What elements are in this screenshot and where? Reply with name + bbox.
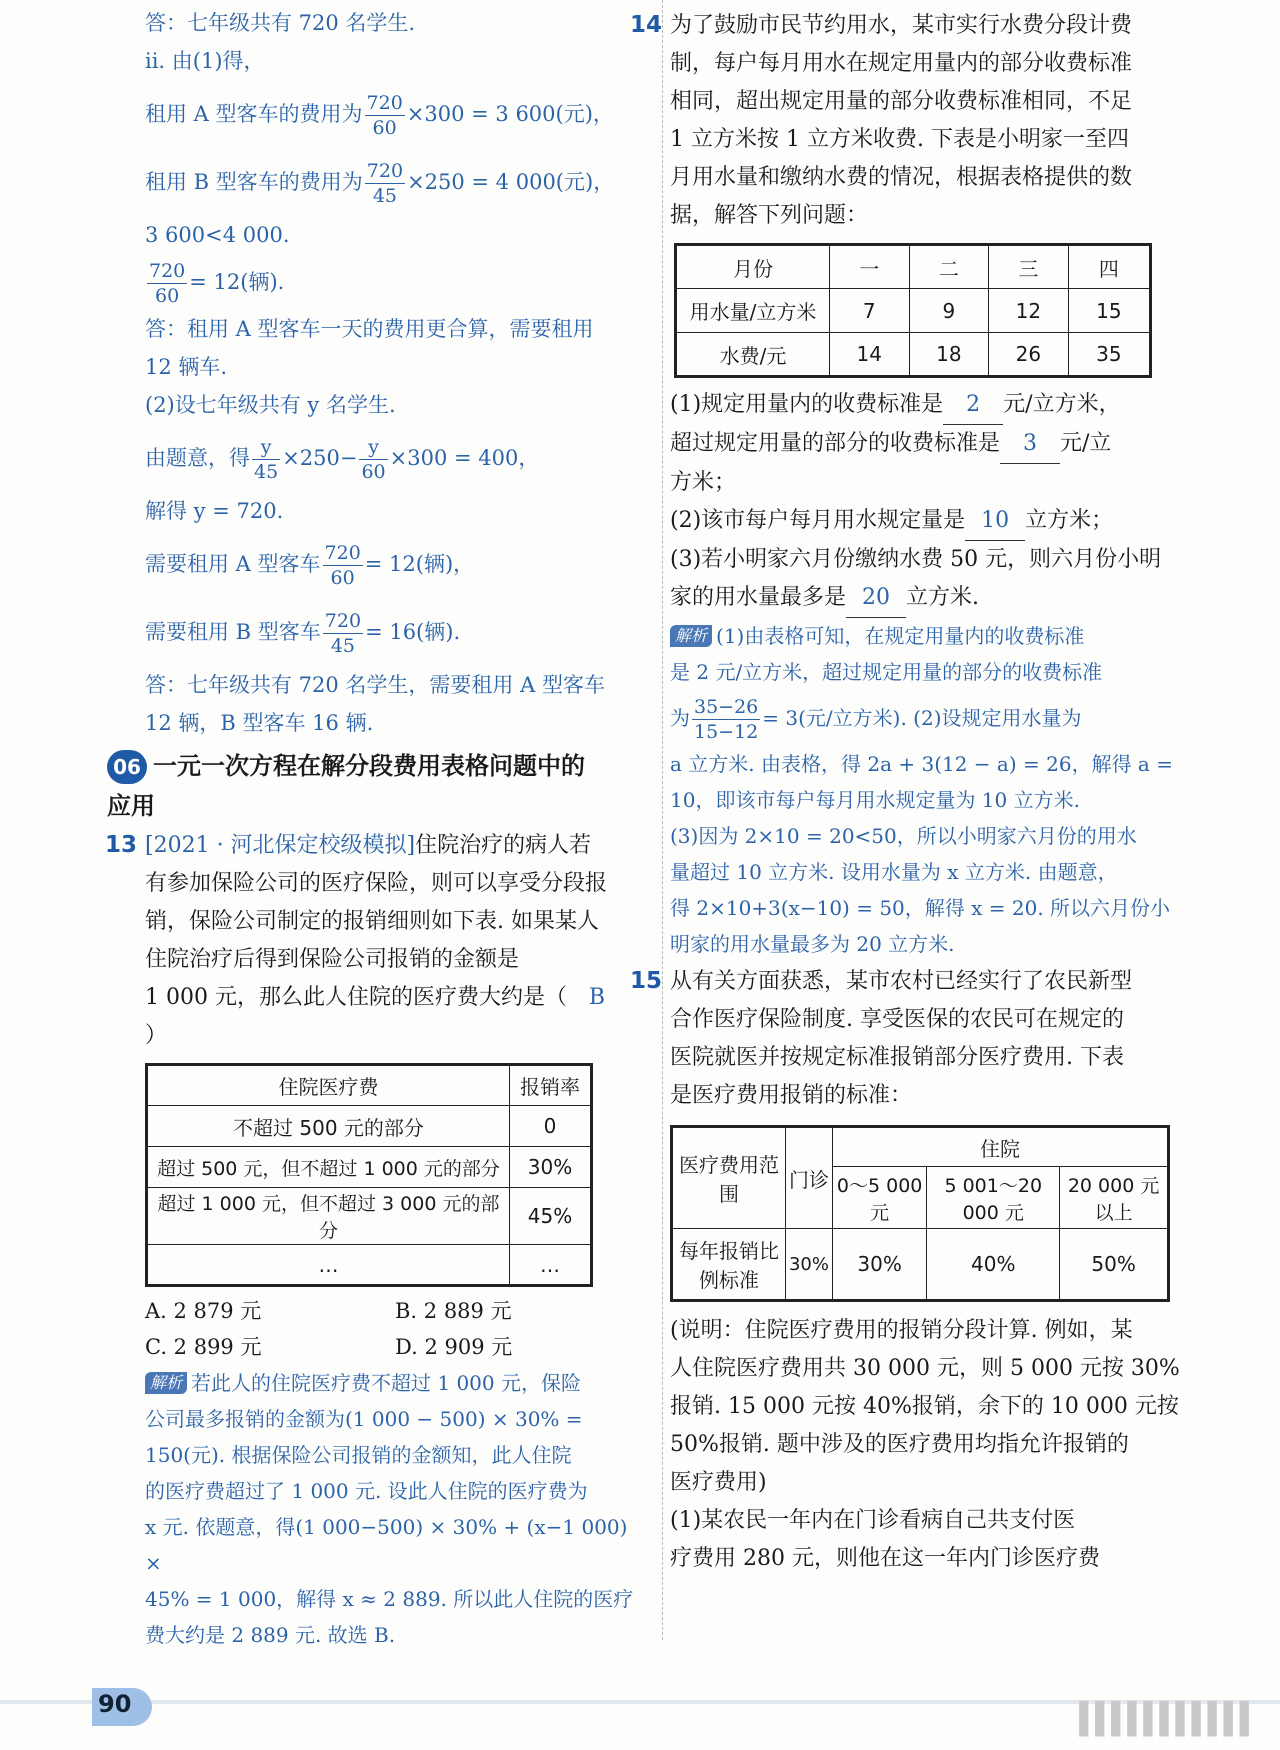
table-cell: …	[147, 1245, 510, 1286]
sub-question-2: (2)该市每户每月用水规定量是 10 立方米；	[670, 502, 1210, 541]
compare-line: 3 600<4 000.	[145, 223, 290, 247]
table-cell: 用水量/立方米	[676, 289, 830, 333]
answer-line: 答：租用 A 型客车一天的费用更合算，需要租用	[145, 317, 594, 341]
table-cell: …	[510, 1245, 592, 1286]
note-text: 50%报销. 题中涉及的医疗费用均指允许报销的	[670, 1432, 1129, 1457]
table-cell: 15	[1068, 289, 1150, 333]
question-text: 合作医疗保险制度. 享受医保的农民可在规定的	[670, 1007, 1124, 1032]
solution-text: 的医疗费超过了 1 000 元. 设此人住院的医疗费为	[145, 1479, 588, 1503]
table-cell: 30%	[786, 1229, 833, 1301]
table-header: 二	[909, 245, 989, 289]
question-number: 13	[105, 832, 138, 858]
note-text: 报销. 15 000 元按 40%报销，余下的 10 000 元按	[670, 1394, 1179, 1419]
note-text: 人住院医疗费用共 30 000 元，则 5 000 元按 30%	[670, 1356, 1180, 1381]
question-text: 医院就医并按规定标准报销部分医疗费用. 下表	[670, 1045, 1124, 1070]
bus-b-line: 需要租用 B 型客车 $\frac{720}{45}$ = 16(辆).	[145, 610, 461, 657]
question-14: 14 为了鼓励市民节约用水，某市实行水费分段计费	[670, 6, 1210, 45]
table-header: 报销率	[510, 1065, 592, 1106]
question-text: (1)某农民一年内在门诊看病自己共支付医	[670, 1508, 1076, 1533]
option-c: C. 2 899 元	[145, 1335, 262, 1359]
solution-text: a 立方米. 由表格，得 2a + 3(12 − a) = 26，解得 a =	[670, 752, 1173, 776]
page-number: 90	[98, 1690, 132, 1718]
table-cell: 26	[989, 333, 1069, 377]
section-heading: 06 一元一次方程在解分段费用表格问题中的	[145, 746, 645, 786]
solution-text: x 元. 依题意，得(1 000−500) × 30% + (x−1 000) ×	[145, 1515, 628, 1575]
equation-line: 由题意，得 $\frac{y}{45}$ ×250− $\frac{y}{60}$ ×300 = 400，	[145, 436, 540, 483]
sub-question-3: 家的用水量最多是 20 立方米.	[670, 579, 1210, 618]
cost-b-line: 租用 B 型客车的费用为 $\frac{720}{45}$ ×250 = 4 000(元)，	[145, 160, 615, 207]
answer-choice: B	[588, 985, 606, 1010]
table-cell: 水费/元	[676, 333, 830, 377]
question-text: 相同，超出规定用量的部分收费标准相同，不足	[670, 89, 1133, 114]
table-cell: 超过 1 000 元，但不超过 3 000 元的部分	[147, 1188, 510, 1245]
table-header: 三	[989, 245, 1069, 289]
option-b: B. 2 889 元	[395, 1299, 512, 1323]
solution-text: 费大约是 2 889 元. 故选 B.	[145, 1623, 396, 1647]
table-cell: 14	[830, 333, 910, 377]
reimbursement-table	[145, 1063, 593, 1287]
table-header: 0～5 000 元	[833, 1167, 927, 1229]
question-text: 疗费用 280 元，则他在这一年内门诊医疗费	[670, 1546, 1100, 1571]
page-number-badge	[92, 1688, 152, 1726]
right-column	[630, 6, 1210, 1578]
solution-text: 公司最多报销的金额为(1 000 − 500) × 30% =	[145, 1407, 583, 1431]
question-text: 制，每户每月用水在规定用量内的部分收费标准	[670, 51, 1133, 76]
question-13: 13 [2021 · 河北保定校级模拟]住院治疗的病人若	[145, 826, 645, 865]
question-text: 住院治疗后得到保险公司报销的金额是	[145, 947, 520, 972]
question-text: 有参加保险公司的医疗保险，则可以享受分段报	[145, 871, 608, 896]
solution-text: 明家的用水量最多为 20 立方米.	[670, 932, 955, 956]
water-fee-table	[674, 243, 1152, 378]
question-text: 1 立方米按 1 立方米收费. 下表是小明家一至四	[670, 127, 1129, 152]
solution-text: 得 2×10+3(x−10) = 50，解得 x = 20. 所以六月份小	[670, 896, 1171, 920]
table-cell: 45%	[510, 1188, 592, 1245]
sub-question-1: 超过规定用量的部分的收费标准是 3 元/立	[670, 425, 1210, 464]
note-text: (说明：住院医疗费用的报销分段计算. 例如，某	[670, 1318, 1133, 1343]
decorative-bars-icon: ▌▌▌▌▌▌▌▌▌▌▌	[1079, 1702, 1256, 1737]
table-header: 住院医疗费	[147, 1065, 510, 1106]
table-header: 门诊	[786, 1127, 833, 1229]
solution-text: 150(元). 根据保险公司报销的金额知，此人住院	[145, 1443, 572, 1467]
table-header: 一	[830, 245, 910, 289]
solution-text: 为 $\frac{35-26}{15-12}$ = 3(元/立方米). (2)设规定用水量为	[670, 696, 1082, 743]
solution-text: 45% = 1 000，解得 x ≈ 2 889. 所以此人住院的医疗	[145, 1587, 634, 1611]
answer-options	[145, 1293, 645, 1365]
table-cell: 50%	[1060, 1229, 1169, 1301]
answer-line: 12 辆，B 型客车 16 辆.	[145, 711, 374, 735]
solution-line: ii. 由(1)得，	[145, 49, 265, 73]
table-cell: 12	[989, 289, 1069, 333]
analysis-tag: 解析	[145, 1372, 187, 1394]
table-header: 5 001～20 000 元	[927, 1167, 1060, 1229]
table-header: 月份	[676, 245, 830, 289]
solution-line: 解得 y = 720.	[145, 499, 284, 523]
table-cell: 0	[510, 1106, 592, 1147]
solution-line: (2)设七年级共有 y 名学生.	[145, 393, 396, 417]
solution-text: 量超过 10 立方米. 设用水量为 x 立方米. 由题意，	[670, 860, 1118, 884]
section-number-badge: 06	[107, 750, 147, 784]
note-text: 医疗费用)	[670, 1470, 767, 1495]
column-divider	[662, 0, 663, 1640]
question-number: 14	[630, 12, 663, 38]
table-header: 医疗费用范围	[672, 1127, 786, 1229]
question-number: 15	[630, 968, 663, 994]
question-text: 月用水量和缴纳水费的情况，根据表格提供的数	[670, 165, 1133, 190]
option-a: A. 2 879 元	[145, 1299, 262, 1323]
answer-blank: 10	[965, 502, 1025, 541]
section-heading-cont: 应用	[107, 792, 155, 820]
table-header: 四	[1068, 245, 1150, 289]
answer-blank: 3	[1000, 425, 1060, 464]
table-header: 住院	[833, 1127, 1169, 1167]
solution-text: (3)因为 2×10 = 20<50，所以小明家六月份的用水	[670, 824, 1137, 848]
sub-question-3: (3)若小明家六月份缴纳水费 50 元，则六月份小明	[670, 547, 1162, 572]
sub-question-1: 方米；	[670, 470, 737, 495]
sub-question-1: (1)规定用量内的收费标准是 2 元/立方米，	[670, 386, 1210, 425]
question-15: 15 从有关方面获悉，某市农村已经实行了农民新型	[670, 962, 1210, 1001]
analysis-tag: 解析	[670, 625, 712, 647]
cost-a-line: 租用 A 型客车的费用为 $\frac{720}{60}$ ×300 = 3 600(元)，	[145, 92, 614, 139]
table-cell: 9	[909, 289, 989, 333]
solution-text: 解析 若此人的住院医疗费不超过 1 000 元，保险	[145, 1365, 645, 1401]
table-cell: 30%	[510, 1147, 592, 1188]
question-text: 是医疗费用报销的标准：	[670, 1083, 913, 1108]
solution-text: 10，即该市每户每月用水规定量为 10 立方米.	[670, 788, 1080, 812]
solution-text: 是 2 元/立方米，超过规定用量的部分的收费标准	[670, 660, 1103, 684]
solution-text: 解析 (1)由表格可知，在规定用量内的收费标准	[670, 618, 1210, 654]
table-cell: 18	[909, 333, 989, 377]
answer-blank: 20	[846, 579, 906, 618]
option-d: D. 2 909 元	[395, 1335, 513, 1359]
table-cell: 每年报销比例标准	[672, 1229, 786, 1301]
question-text: 据，解答下列问题：	[670, 203, 869, 228]
table-cell: 不超过 500 元的部分	[147, 1106, 510, 1147]
table-cell: 40%	[927, 1229, 1060, 1301]
table-cell: 7	[830, 289, 910, 333]
answer-line: 12 辆车.	[145, 355, 228, 379]
bus-a-line: 需要租用 A 型客车 $\frac{720}{60}$ = 12(辆)，	[145, 542, 475, 589]
bus-count-line: $\frac{720}{60}$ = 12(辆).	[149, 260, 285, 307]
answer-blank: 2	[943, 386, 1003, 425]
question-text: 1 000 元，那么此人住院的医疗费大约是（ B）	[145, 979, 645, 1055]
table-header: 20 000 元以上	[1060, 1167, 1169, 1229]
table-cell: 超过 500 元，但不超过 1 000 元的部分	[147, 1147, 510, 1188]
table-cell: 35	[1068, 333, 1150, 377]
left-column	[105, 4, 645, 1653]
question-text: 销，保险公司制定的报销细则如下表. 如果某人	[145, 909, 599, 934]
medical-reimbursement-table	[670, 1125, 1170, 1302]
answer-line: 答：七年级共有 720 名学生.	[145, 11, 416, 35]
table-cell: 30%	[833, 1229, 927, 1301]
answer-line: 答：七年级共有 720 名学生，需要租用 A 型客车	[145, 673, 605, 697]
